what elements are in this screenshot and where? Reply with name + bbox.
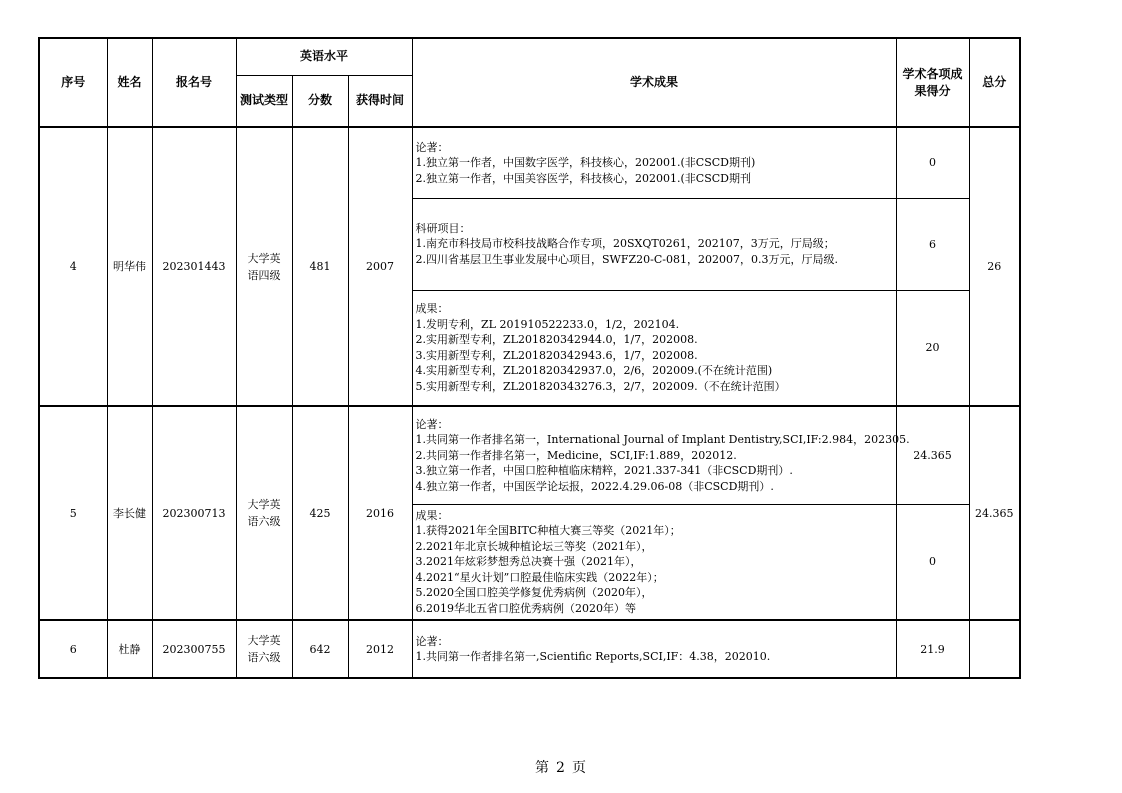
cell-reg-no: 202301443 xyxy=(152,127,236,406)
cell-item-score: 21.9 xyxy=(896,620,969,678)
table-row xyxy=(39,406,1020,504)
cell-reg-no: 202300755 xyxy=(152,620,236,678)
table-row xyxy=(39,620,1020,678)
header-reg-no: 报名号 xyxy=(152,38,236,127)
achievement-line: 1.共同第一作者排名第一，International Journal of Implant Dentistry,SCI,IF:2.984，202305. xyxy=(415,433,910,446)
achievement-category: 成果： xyxy=(415,302,449,316)
header-obtained-time: 获得时间 xyxy=(348,75,412,127)
header-seq: 序号 xyxy=(39,38,107,127)
achievement-category: 科研项目： xyxy=(415,221,471,235)
cell-item-score: 6 xyxy=(896,198,969,290)
cell-achievement xyxy=(412,406,910,504)
cell-test-type xyxy=(236,127,292,406)
cell-total: 26 xyxy=(969,127,1020,406)
cell-test-type xyxy=(236,406,292,620)
cell-seq: 4 xyxy=(39,127,107,406)
header-item-score: 学术各项成果得分 xyxy=(896,38,969,127)
achievement-line: 4.独立第一作者，中国医学论坛报，2022.4.29.06-08（非CSCD期刊）. xyxy=(415,479,774,493)
page-footer xyxy=(0,757,1122,777)
header-academic-results: 学术成果 xyxy=(412,38,896,127)
test-type-text: 大学英语六级 xyxy=(247,634,281,664)
achievement-category: 论著： xyxy=(415,634,449,648)
cell-year: 2012 xyxy=(348,620,412,678)
cell-achievement xyxy=(412,198,896,290)
achievement-line: 6.2019华北五省口腔优秀病例（2020年）等 xyxy=(415,601,637,615)
achievement-line: 1.共同第一作者排名第一,Scientific Reports,SCI,IF：4.38，202010. xyxy=(415,650,771,663)
cell-name: 李长健 xyxy=(107,406,152,620)
cell-name: 明华伟 xyxy=(107,127,152,406)
table-row xyxy=(39,127,1020,198)
cell-total: 24.365 xyxy=(969,406,1020,620)
cell-achievement xyxy=(412,127,896,198)
achievement-line: 3.实用新型专利，ZL201820342943.6，1/7，202008. xyxy=(415,348,698,362)
cell-seq: 5 xyxy=(39,406,107,620)
cell-achievement xyxy=(412,504,896,620)
achievement-line: 1.南充市科技局市校科技战略合作专项，20SXQT0261，202107，3万元，厅局级； xyxy=(415,237,835,251)
cell-year: 2007 xyxy=(348,127,412,406)
cell-test-type xyxy=(236,620,292,678)
achievement-line: 5.2020全国口腔美学修复优秀病例（2020年）， xyxy=(415,586,653,599)
cell-seq: 6 xyxy=(39,620,107,678)
achievement-category: 成果： xyxy=(415,508,449,522)
achievement-line: 1.获得2021年全国BITC种植大赛三等奖（2021年）； xyxy=(415,524,681,537)
cell-item-score: 24.365 xyxy=(896,406,969,504)
header-name: 姓名 xyxy=(107,38,152,127)
achievement-line: 2.共同第一作者排名第一，Medicine，SCI,IF:1.889，202012. xyxy=(415,448,737,462)
table-body xyxy=(39,127,1020,678)
achievement-line: 5.实用新型专利，ZL201820343276.3，2/7，202009.（不在统计范围） xyxy=(415,379,786,393)
header-score: 分数 xyxy=(292,75,348,127)
header-total: 总分 xyxy=(969,38,1020,127)
achievement-line: 3.独立第一作者，中国口腔种植临床精粹，2021.337-341（非CSCD期刊）. xyxy=(415,464,793,477)
test-type-text: 大学英语四级 xyxy=(247,251,281,282)
cell-english-score: 425 xyxy=(292,406,348,620)
achievement-category: 论著： xyxy=(415,417,449,431)
achievement-line: 3.2021年炫彩梦想秀总决赛十强（2021年）， xyxy=(415,555,642,568)
achievement-line: 2.四川省基层卫生事业发展中心项目，SWFZ20-C-081，202007，0.3万元，厅局级. xyxy=(415,252,838,266)
header-english-level: 英语水平 xyxy=(236,38,412,75)
achievement-line: 1.独立第一作者，中国数字医学，科技核心，202001.(非CSCD期刊) xyxy=(415,156,756,169)
cell-name: 杜静 xyxy=(107,620,152,678)
score-table xyxy=(38,37,1021,679)
header-test-type: 测试类型 xyxy=(236,75,292,127)
achievement-line: 4.2021“星火计划”口腔最佳临床实践（2022年）； xyxy=(415,570,664,584)
achievement-line: 2.实用新型专利，ZL201820342944.0，1/7，202008. xyxy=(415,333,698,347)
cell-item-score: 20 xyxy=(896,290,969,406)
cell-english-score: 642 xyxy=(292,620,348,678)
achievement-line: 2.独立第一作者，中国美容医学，科技核心，202001.(非CSCD期刊 xyxy=(415,171,751,185)
test-type-text: 大学英语六级 xyxy=(247,498,281,528)
footer-prefix: 第 xyxy=(535,760,551,776)
page-number: 2 xyxy=(556,760,566,776)
achievement-category: 论著： xyxy=(415,140,449,154)
cell-item-score: 0 xyxy=(896,127,969,198)
achievement-line: 1.发明专利，ZL 201910522233.0，1/2，202104. xyxy=(415,317,680,331)
cell-year: 2016 xyxy=(348,406,412,620)
achievement-line: 4.实用新型专利，ZL201820342937.0，2/6，202009.(不在统计范围) xyxy=(415,364,773,378)
cell-english-score: 481 xyxy=(292,127,348,406)
footer-suffix: 页 xyxy=(571,760,587,776)
cell-achievement xyxy=(412,620,896,678)
achievement-line: 2.2021年北京长城种植论坛三等奖（2021年）， xyxy=(415,539,653,553)
cell-item-score: 0 xyxy=(896,504,969,620)
cell-reg-no: 202300713 xyxy=(152,406,236,620)
cell-total xyxy=(969,620,1020,678)
cell-achievement xyxy=(412,290,896,406)
